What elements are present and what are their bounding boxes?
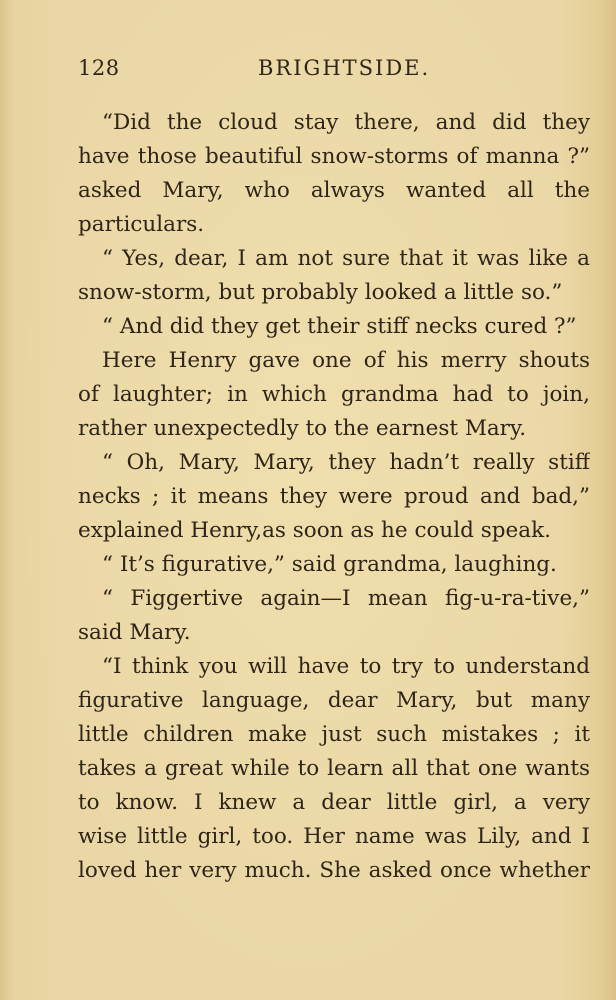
text-line: said Mary. [78, 620, 191, 645]
running-title: BRIGHTSIDE. [258, 56, 431, 80]
page-number: 128 [78, 56, 120, 80]
text-line: explained Henry,as soon as he could speak. [78, 518, 551, 543]
page-header [78, 56, 590, 86]
text-line: wise little girl, too. Her name was Lily, and I [78, 824, 590, 849]
text-line: of laughter; in which grandma had to join, [78, 382, 590, 407]
text-line: “ It’s figurative,” said grandma, laughing. [102, 552, 557, 577]
body-text [78, 106, 590, 888]
text-line: “ And did they get their stiff necks cured ?” [102, 314, 577, 339]
text-line: takes a great while to learn all that one wants [78, 756, 590, 781]
text-line: figurative language, dear Mary, but many [78, 688, 590, 713]
text-line: rather unexpectedly to the earnest Mary. [78, 416, 527, 441]
text-line: “ Oh, Mary, Mary, they hadn’t really stiff [102, 450, 590, 475]
text-line: snow-storm, but probably looked a little so.” [78, 280, 563, 305]
text-line: necks ; it means they were proud and bad,” [78, 484, 590, 509]
text-line: asked Mary, who always wanted all the [78, 178, 590, 203]
text-line: “ Figgertive again—I mean fig-u-ra-tive,” [102, 586, 590, 611]
text-line: have those beautiful snow-storms of manna ?” [78, 144, 590, 169]
text-line: little children make just such mistakes ; it [78, 722, 590, 747]
text-line: to know. I knew a dear little girl, a very [78, 790, 590, 815]
text-line: Here Henry gave one of his merry shouts [102, 348, 590, 373]
text-line: “Did the cloud stay there, and did they [102, 110, 590, 135]
text-line: “I think you will have to try to understand [102, 654, 590, 679]
text-line: loved her very much. She asked once whether [78, 858, 590, 883]
text-line: “ Yes, dear, I am not sure that it was like a [102, 246, 590, 271]
text-line: particulars. [78, 212, 205, 237]
